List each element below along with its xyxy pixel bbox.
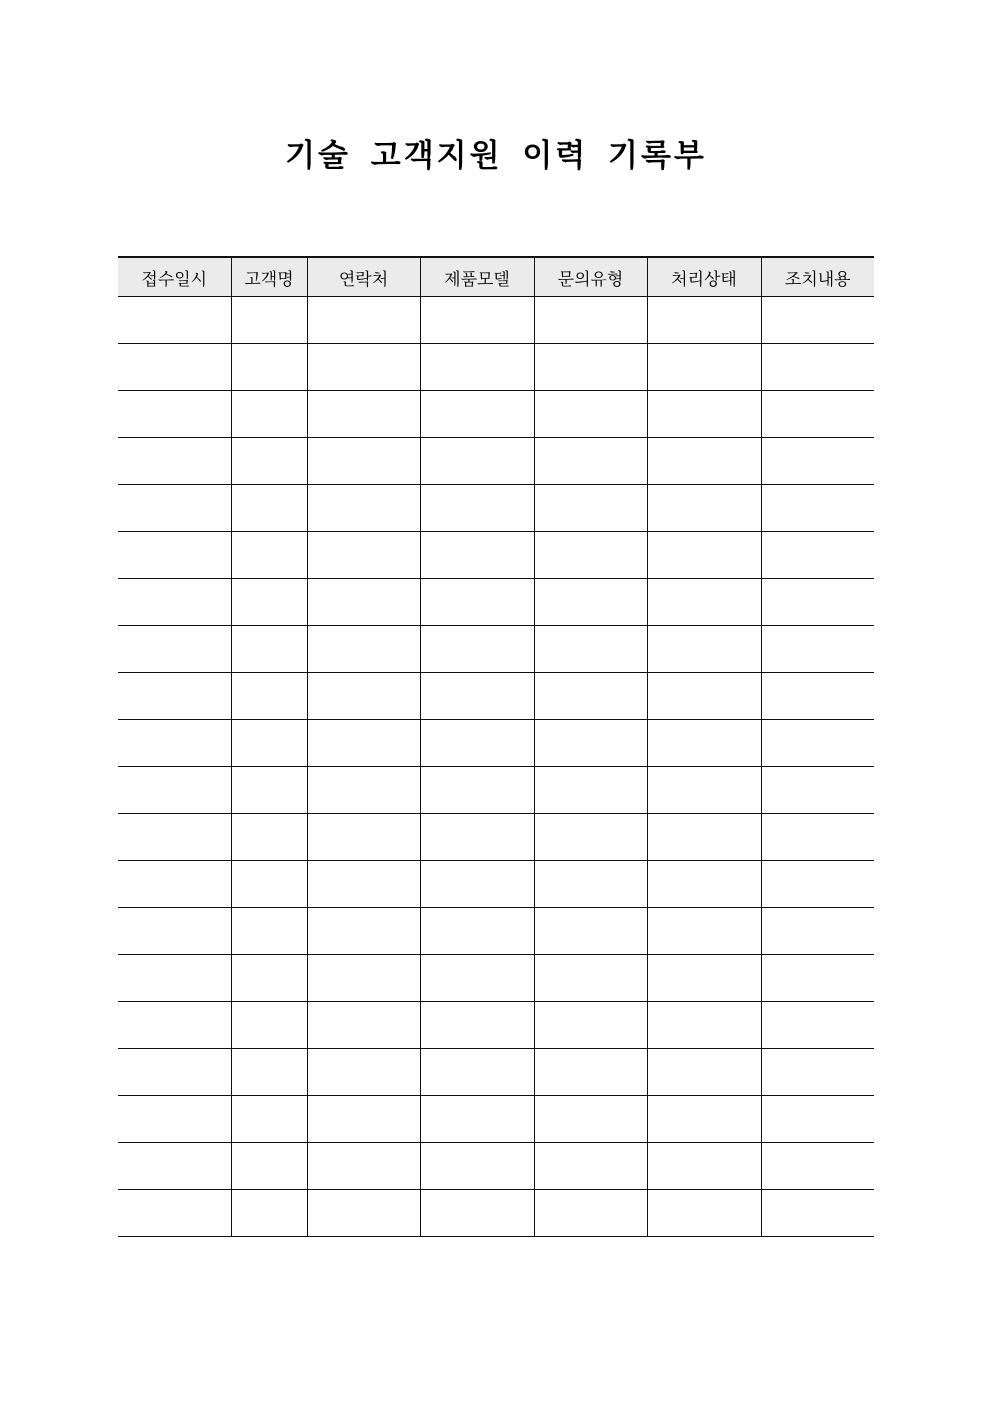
cell-contact[interactable] bbox=[307, 297, 420, 344]
cell-received-at[interactable] bbox=[118, 1096, 231, 1143]
cell-inquiry-type[interactable] bbox=[534, 297, 647, 344]
cell-received-at[interactable] bbox=[118, 861, 231, 908]
cell-contact[interactable] bbox=[307, 438, 420, 485]
cell-status[interactable] bbox=[647, 1096, 761, 1143]
cell-product-model[interactable] bbox=[420, 485, 534, 532]
cell-contact[interactable] bbox=[307, 720, 420, 767]
cell-action-taken[interactable] bbox=[761, 673, 874, 720]
cell-received-at[interactable] bbox=[118, 767, 231, 814]
cell-inquiry-type[interactable] bbox=[534, 955, 647, 1002]
cell-customer-name[interactable] bbox=[231, 861, 307, 908]
cell-contact[interactable] bbox=[307, 391, 420, 438]
cell-inquiry-type[interactable] bbox=[534, 1143, 647, 1190]
cell-received-at[interactable] bbox=[118, 297, 231, 344]
cell-received-at[interactable] bbox=[118, 1190, 231, 1237]
cell-customer-name[interactable] bbox=[231, 1049, 307, 1096]
table-row bbox=[118, 485, 874, 532]
cell-product-model[interactable] bbox=[420, 1190, 534, 1237]
cell-status[interactable] bbox=[647, 391, 761, 438]
cell-status[interactable] bbox=[647, 861, 761, 908]
cell-product-model[interactable] bbox=[420, 532, 534, 579]
table-body bbox=[118, 297, 874, 1237]
document-title: 기술 고객지원 이력 기록부 bbox=[285, 138, 707, 174]
table-row bbox=[118, 391, 874, 438]
cell-inquiry-type[interactable] bbox=[534, 720, 647, 767]
cell-inquiry-type[interactable] bbox=[534, 485, 647, 532]
cell-customer-name[interactable] bbox=[231, 673, 307, 720]
cell-contact[interactable] bbox=[307, 861, 420, 908]
cell-action-taken[interactable] bbox=[761, 297, 874, 344]
cell-status[interactable] bbox=[647, 908, 761, 955]
table-row bbox=[118, 1096, 874, 1143]
cell-action-taken[interactable] bbox=[761, 1190, 874, 1237]
cell-received-at[interactable] bbox=[118, 626, 231, 673]
cell-customer-name[interactable] bbox=[231, 579, 307, 626]
cell-customer-name[interactable] bbox=[231, 485, 307, 532]
cell-contact[interactable] bbox=[307, 1049, 420, 1096]
cell-contact[interactable] bbox=[307, 626, 420, 673]
cell-product-model[interactable] bbox=[420, 1143, 534, 1190]
cell-customer-name[interactable] bbox=[231, 1002, 307, 1049]
cell-action-taken[interactable] bbox=[761, 391, 874, 438]
cell-customer-name[interactable] bbox=[231, 438, 307, 485]
cell-inquiry-type[interactable] bbox=[534, 391, 647, 438]
cell-contact[interactable] bbox=[307, 1002, 420, 1049]
cell-product-model[interactable] bbox=[420, 579, 534, 626]
table-row bbox=[118, 1049, 874, 1096]
cell-received-at[interactable] bbox=[118, 720, 231, 767]
cell-customer-name[interactable] bbox=[231, 344, 307, 391]
cell-status[interactable] bbox=[647, 579, 761, 626]
cell-inquiry-type[interactable] bbox=[534, 1049, 647, 1096]
cell-action-taken[interactable] bbox=[761, 485, 874, 532]
cell-customer-name[interactable] bbox=[231, 908, 307, 955]
cell-status[interactable] bbox=[647, 438, 761, 485]
cell-product-model[interactable] bbox=[420, 344, 534, 391]
table-row bbox=[118, 344, 874, 391]
cell-action-taken[interactable] bbox=[761, 1002, 874, 1049]
cell-status[interactable] bbox=[647, 626, 761, 673]
cell-action-taken[interactable] bbox=[761, 626, 874, 673]
table-header bbox=[118, 257, 874, 297]
cell-action-taken[interactable] bbox=[761, 861, 874, 908]
cell-product-model[interactable] bbox=[420, 391, 534, 438]
cell-product-model[interactable] bbox=[420, 814, 534, 861]
cell-inquiry-type[interactable] bbox=[534, 1096, 647, 1143]
cell-status[interactable] bbox=[647, 1143, 761, 1190]
cell-customer-name[interactable] bbox=[231, 1143, 307, 1190]
cell-contact[interactable] bbox=[307, 485, 420, 532]
cell-product-model[interactable] bbox=[420, 673, 534, 720]
cell-status[interactable] bbox=[647, 297, 761, 344]
cell-status[interactable] bbox=[647, 1049, 761, 1096]
cell-inquiry-type[interactable] bbox=[534, 861, 647, 908]
column-header-action-taken: 조치내용 bbox=[761, 257, 874, 297]
cell-customer-name[interactable] bbox=[231, 391, 307, 438]
cell-product-model[interactable] bbox=[420, 955, 534, 1002]
cell-received-at[interactable] bbox=[118, 532, 231, 579]
cell-product-model[interactable] bbox=[420, 720, 534, 767]
cell-received-at[interactable] bbox=[118, 391, 231, 438]
cell-contact[interactable] bbox=[307, 767, 420, 814]
cell-action-taken[interactable] bbox=[761, 532, 874, 579]
cell-contact[interactable] bbox=[307, 579, 420, 626]
cell-inquiry-type[interactable] bbox=[534, 1190, 647, 1237]
table-row bbox=[118, 955, 874, 1002]
cell-status[interactable] bbox=[647, 485, 761, 532]
cell-product-model[interactable] bbox=[420, 1049, 534, 1096]
cell-contact[interactable] bbox=[307, 955, 420, 1002]
cell-inquiry-type[interactable] bbox=[534, 438, 647, 485]
table-row bbox=[118, 1190, 874, 1237]
cell-inquiry-type[interactable] bbox=[534, 814, 647, 861]
cell-product-model[interactable] bbox=[420, 626, 534, 673]
cell-received-at[interactable] bbox=[118, 908, 231, 955]
cell-product-model[interactable] bbox=[420, 1096, 534, 1143]
cell-received-at[interactable] bbox=[118, 1049, 231, 1096]
table-row bbox=[118, 767, 874, 814]
cell-contact[interactable] bbox=[307, 344, 420, 391]
table-row bbox=[118, 297, 874, 344]
cell-contact[interactable] bbox=[307, 1096, 420, 1143]
cell-action-taken[interactable] bbox=[761, 1096, 874, 1143]
column-header-received-at: 접수일시 bbox=[118, 257, 231, 297]
cell-customer-name[interactable] bbox=[231, 532, 307, 579]
table-row bbox=[118, 626, 874, 673]
cell-inquiry-type[interactable] bbox=[534, 1002, 647, 1049]
column-header-inquiry-type: 문의유형 bbox=[534, 257, 647, 297]
cell-product-model[interactable] bbox=[420, 1002, 534, 1049]
cell-customer-name[interactable] bbox=[231, 767, 307, 814]
cell-received-at[interactable] bbox=[118, 955, 231, 1002]
table-row bbox=[118, 673, 874, 720]
cell-contact[interactable] bbox=[307, 673, 420, 720]
cell-status[interactable] bbox=[647, 673, 761, 720]
table-row bbox=[118, 1002, 874, 1049]
column-header-status: 처리상태 bbox=[647, 257, 761, 297]
table-row bbox=[118, 532, 874, 579]
support-log-table bbox=[118, 256, 874, 1237]
cell-received-at[interactable] bbox=[118, 814, 231, 861]
cell-status[interactable] bbox=[647, 814, 761, 861]
cell-customer-name[interactable] bbox=[231, 1190, 307, 1237]
cell-contact[interactable] bbox=[307, 1190, 420, 1237]
cell-received-at[interactable] bbox=[118, 438, 231, 485]
table-row bbox=[118, 814, 874, 861]
cell-action-taken[interactable] bbox=[761, 814, 874, 861]
cell-inquiry-type[interactable] bbox=[534, 767, 647, 814]
cell-product-model[interactable] bbox=[420, 767, 534, 814]
cell-customer-name[interactable] bbox=[231, 720, 307, 767]
cell-contact[interactable] bbox=[307, 1143, 420, 1190]
column-header-customer-name: 고객명 bbox=[231, 257, 307, 297]
table-row bbox=[118, 720, 874, 767]
cell-product-model[interactable] bbox=[420, 908, 534, 955]
cell-received-at[interactable] bbox=[118, 1143, 231, 1190]
cell-contact[interactable] bbox=[307, 532, 420, 579]
cell-action-taken[interactable] bbox=[761, 767, 874, 814]
cell-inquiry-type[interactable] bbox=[534, 626, 647, 673]
cell-action-taken[interactable] bbox=[761, 1049, 874, 1096]
cell-action-taken[interactable] bbox=[761, 579, 874, 626]
cell-received-at[interactable] bbox=[118, 344, 231, 391]
table-row bbox=[118, 908, 874, 955]
cell-status[interactable] bbox=[647, 767, 761, 814]
cell-received-at[interactable] bbox=[118, 579, 231, 626]
cell-status[interactable] bbox=[647, 1002, 761, 1049]
cell-contact[interactable] bbox=[307, 814, 420, 861]
cell-product-model[interactable] bbox=[420, 438, 534, 485]
column-header-contact: 연락처 bbox=[307, 257, 420, 297]
cell-contact[interactable] bbox=[307, 908, 420, 955]
cell-status[interactable] bbox=[647, 532, 761, 579]
cell-status[interactable] bbox=[647, 955, 761, 1002]
cell-customer-name[interactable] bbox=[231, 814, 307, 861]
cell-customer-name[interactable] bbox=[231, 626, 307, 673]
table-row bbox=[118, 861, 874, 908]
cell-customer-name[interactable] bbox=[231, 1096, 307, 1143]
cell-action-taken[interactable] bbox=[761, 908, 874, 955]
cell-status[interactable] bbox=[647, 1190, 761, 1237]
cell-action-taken[interactable] bbox=[761, 955, 874, 1002]
cell-inquiry-type[interactable] bbox=[534, 579, 647, 626]
header-row bbox=[118, 257, 874, 297]
cell-action-taken[interactable] bbox=[761, 720, 874, 767]
cell-received-at[interactable] bbox=[118, 485, 231, 532]
cell-received-at[interactable] bbox=[118, 1002, 231, 1049]
cell-received-at[interactable] bbox=[118, 673, 231, 720]
cell-customer-name[interactable] bbox=[231, 297, 307, 344]
cell-inquiry-type[interactable] bbox=[534, 344, 647, 391]
cell-action-taken[interactable] bbox=[761, 438, 874, 485]
column-header-product-model: 제품모델 bbox=[420, 257, 534, 297]
cell-product-model[interactable] bbox=[420, 297, 534, 344]
cell-inquiry-type[interactable] bbox=[534, 908, 647, 955]
table-row bbox=[118, 438, 874, 485]
cell-product-model[interactable] bbox=[420, 861, 534, 908]
cell-inquiry-type[interactable] bbox=[534, 532, 647, 579]
table-row bbox=[118, 579, 874, 626]
cell-status[interactable] bbox=[647, 344, 761, 391]
cell-customer-name[interactable] bbox=[231, 955, 307, 1002]
table-row bbox=[118, 1143, 874, 1190]
cell-action-taken[interactable] bbox=[761, 344, 874, 391]
cell-inquiry-type[interactable] bbox=[534, 673, 647, 720]
cell-status[interactable] bbox=[647, 720, 761, 767]
cell-action-taken[interactable] bbox=[761, 1143, 874, 1190]
